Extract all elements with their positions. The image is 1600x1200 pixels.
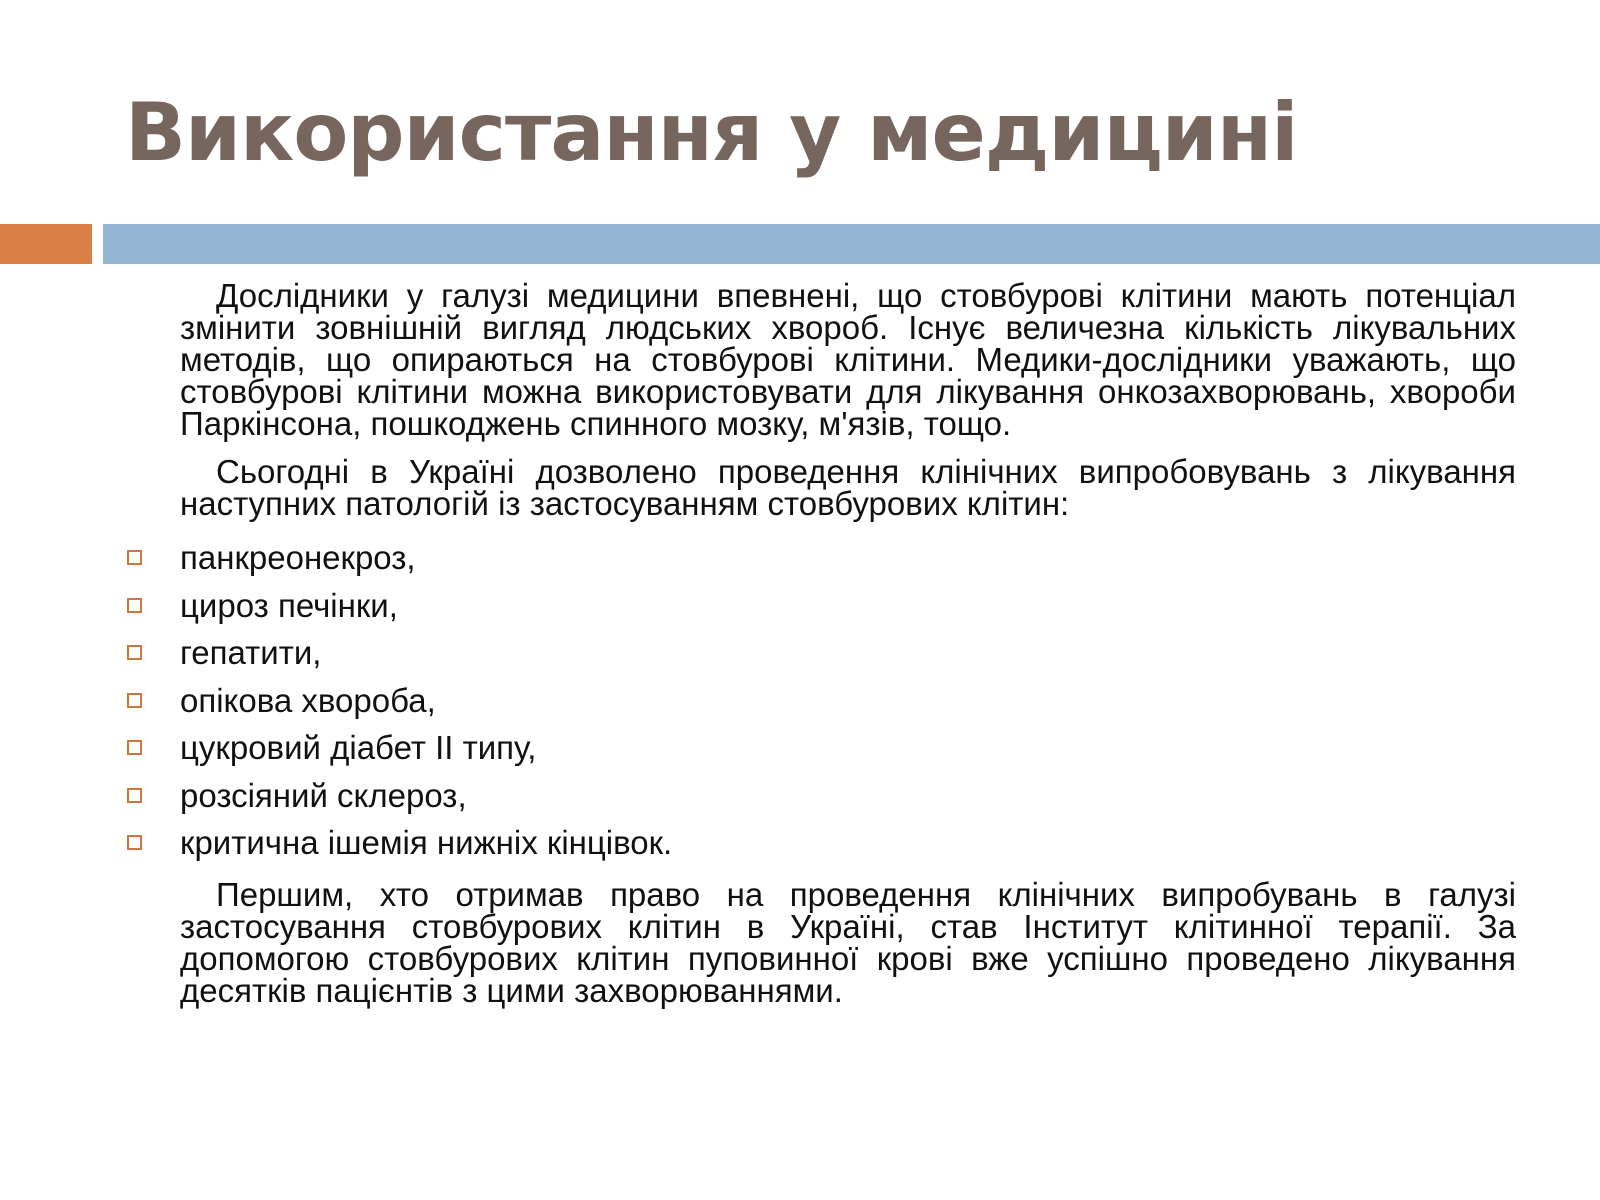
accent-bar-orange [0, 224, 92, 264]
hollow-square-icon [127, 693, 142, 708]
hollow-square-icon [127, 788, 142, 803]
hollow-square-icon [127, 835, 142, 850]
slide-title: Використання у медицині [125, 86, 1298, 179]
pathology-list [180, 534, 1516, 867]
list-item [180, 534, 1516, 582]
hollow-square-icon [127, 645, 142, 660]
hollow-square-icon [127, 598, 142, 613]
list-item [180, 677, 1516, 725]
list-item-text: критична ішемія нижніх кінцівок. [180, 824, 673, 861]
list-item [180, 629, 1516, 677]
accent-bar-blue [103, 224, 1600, 264]
list-item [180, 819, 1516, 867]
list-item-text: цукровий діабет ІІ типу, [180, 729, 537, 766]
hollow-square-icon [127, 550, 142, 565]
list-item-text: панкреонекроз, [180, 539, 416, 576]
hollow-square-icon [127, 740, 142, 755]
list-item-text: опікова хвороба, [180, 681, 436, 719]
trials-paragraph: Сьогодні в Україні дозволено проведення клінічних випробовувань з лікування наступних патологій із застосуванням стовбурових клітин: [180, 453, 1516, 522]
intro-paragraph: Дослідники у галузі медицини впевнені, що стовбурові клітини мають потенціал змінити зовнішній вигляд людських хвороб. Існує величезна кількість лікувальних методів, що опираються на стовбурові клітини. Медики-дослідники уважають, що стовбурові клітини можна використовувати для лікування онкозахворювань, хвороби Паркінсона, пошкоджень спинного мозку, м'язів, тощо. [180, 277, 1516, 442]
list-item-text: гепатити, [180, 634, 322, 671]
list-item-text: цироз печінки, [180, 586, 398, 624]
institute-paragraph: Першим, хто отримав право на проведення клінічних випробувань в галузі застосування стовбурових клітин в Україні, став Інститут клітинної терапії. За допомогою стовбурових клітин пуповинної крові вже успішно проведено лікування десятків пацієнтів з цими захворюваннями. [180, 875, 1516, 1009]
list-item [180, 582, 1516, 630]
list-item [180, 724, 1516, 772]
slide-body [180, 277, 1516, 1009]
list-item [180, 772, 1516, 820]
list-item-text: розсіяний склероз, [180, 776, 467, 814]
